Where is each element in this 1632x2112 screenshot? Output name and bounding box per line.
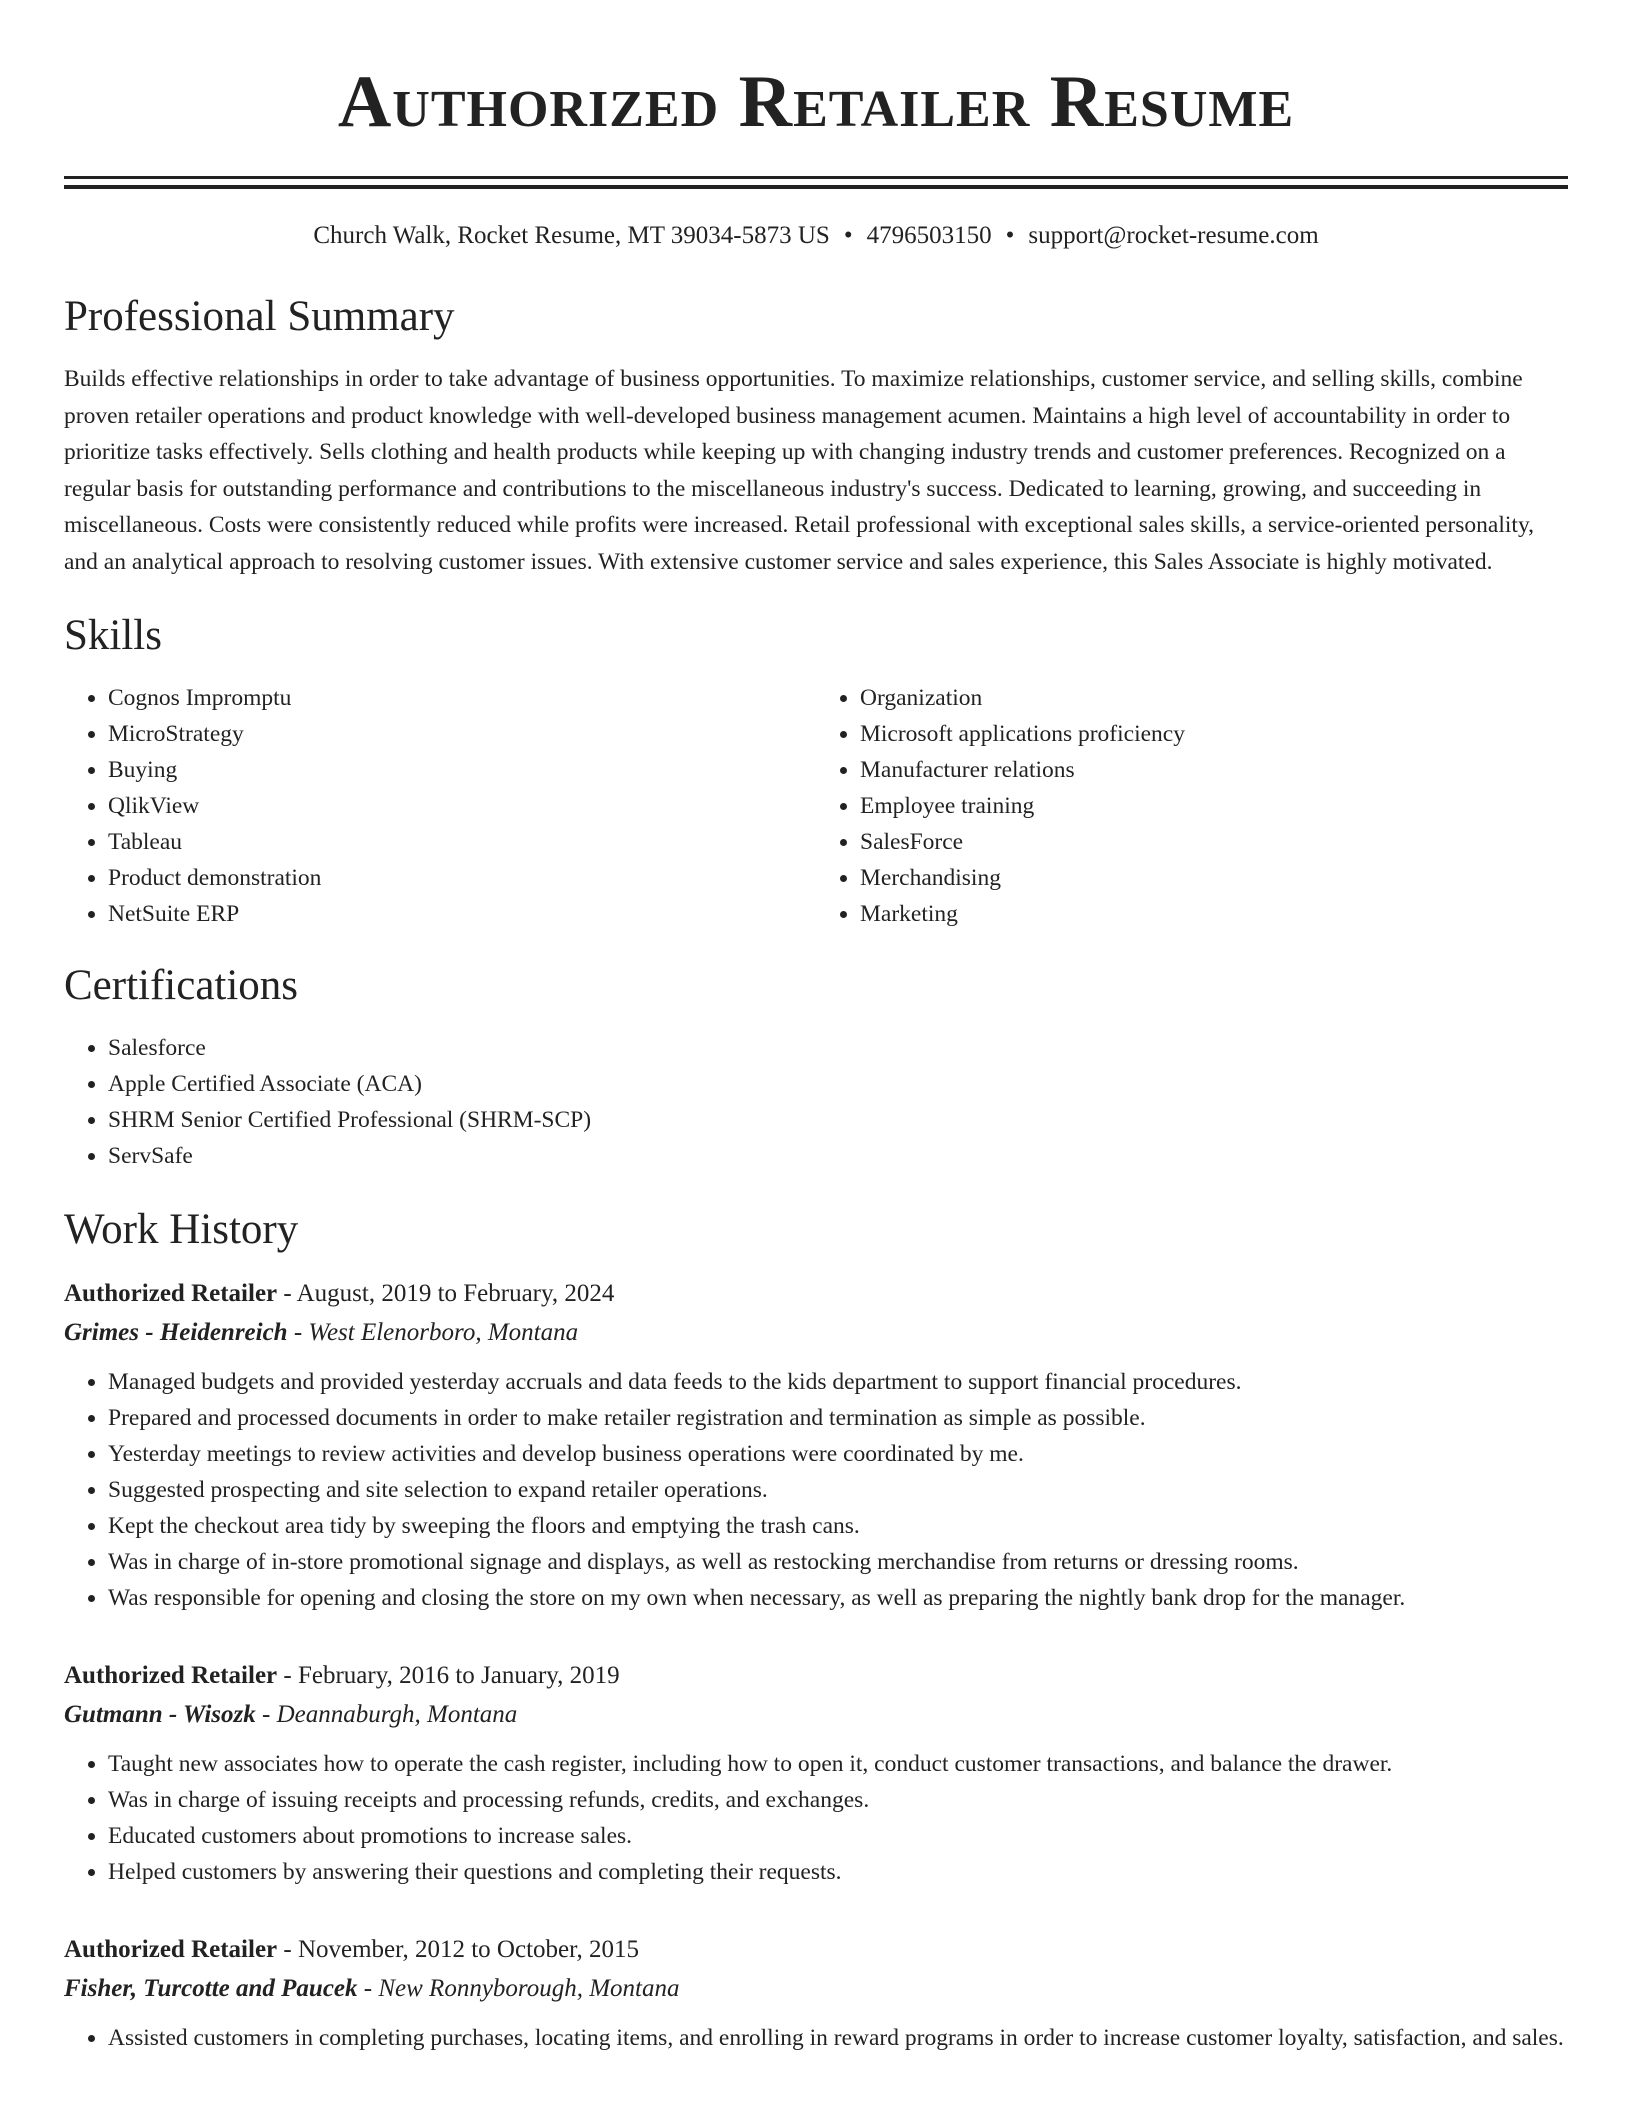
job-duty: • Taught new associates how to operate the cash register, including how to open it, conduct customer transactions, and balance the drawer. xyxy=(108,1746,1568,1782)
work-history-section xyxy=(64,1204,1568,2056)
job-title: Authorized Retailer xyxy=(64,1662,278,1689)
job-entry xyxy=(64,1274,1568,1616)
job-header xyxy=(64,1930,1568,1969)
job-duty: • Was in charge of in-store promotional signage and displays, as well as restocking merchandise from returns or dressing rooms. xyxy=(108,1544,1568,1580)
job-duties-list xyxy=(64,1364,1568,1616)
skills-section xyxy=(64,610,1568,932)
job-dates: - August, 2019 to February, 2024 xyxy=(283,1280,615,1307)
job-employer xyxy=(64,1695,1568,1734)
title-divider xyxy=(64,176,1568,189)
skill-item: • Marketing xyxy=(860,896,1568,932)
job-duty: • Assisted customers in completing purchases, locating items, and enrolling in reward programs in order to increase customer loyalty, satisfaction, and sales. xyxy=(108,2020,1568,2056)
contact-separator: • xyxy=(843,222,853,249)
skill-item: • Product demonstration xyxy=(108,860,816,896)
job-duty: • Yesterday meetings to review activities and develop business operations were coordinated by me. xyxy=(108,1436,1568,1472)
company-name: Grimes - Heidenreich xyxy=(64,1319,288,1346)
job-duty: • Was in charge of issuing receipts and processing refunds, credits, and exchanges. xyxy=(108,1782,1568,1818)
job-dates: - February, 2016 to January, 2019 xyxy=(283,1662,620,1689)
job-entry xyxy=(64,1930,1568,2056)
company-name: Fisher, Turcotte and Paucek xyxy=(64,1975,358,2002)
skills-list-left xyxy=(64,680,816,932)
job-dates: - November, 2012 to October, 2015 xyxy=(283,1936,639,1963)
skill-item: • Manufacturer relations xyxy=(860,752,1568,788)
contact-phone: 4796503150 xyxy=(866,222,992,249)
skill-item: • Buying xyxy=(108,752,816,788)
job-entry xyxy=(64,1656,1568,1890)
company-name: Gutmann - Wisozk xyxy=(64,1701,256,1728)
contact-email: support@rocket-resume.com xyxy=(1028,222,1319,249)
certifications-heading: Certifications xyxy=(64,962,299,1009)
job-duty: • Educated customers about promotions to increase sales. xyxy=(108,1818,1568,1854)
job-duty: • Kept the checkout area tidy by sweeping the floors and emptying the trash cans. xyxy=(108,1508,1568,1544)
certification-item: • ServSafe xyxy=(108,1138,1568,1174)
skill-item: • Organization xyxy=(860,680,1568,716)
company-location: - New Ronnyborough, Montana xyxy=(363,1975,680,2002)
skill-item: • Cognos Impromptu xyxy=(108,680,816,716)
job-duty: • Managed budgets and provided yesterday accruals and data feeds to the kids department to support financial procedures. xyxy=(108,1364,1568,1400)
skills-heading: Skills xyxy=(64,612,162,659)
skill-item: • QlikView xyxy=(108,788,816,824)
skill-item: • Tableau xyxy=(108,824,816,860)
skill-item: • NetSuite ERP xyxy=(108,896,816,932)
summary-text: Builds effective relationships in order to take advantage of business opportunities. To maximize relationships, customer service, and selling skills, combine proven retailer operations and product knowledge with well-developed business management acumen. Maintains a high level of accountability in order to prioritize tasks effectively. Sells clothing and health products while keeping up with changing industry trends and customer preferences. Recognized on a regular basis for outstanding performance and contributions to the miscellaneous industry's success. Dedicated to learning, growing, and succeeding in miscellaneous. Costs were consistently reduced while profits were increased. Retail professional with exceptional sales skills, a service-oriented personality, and an analytical approach to resolving customer issues. With extensive customer service and sales experience, this Sales Associate is highly motivated. xyxy=(64,366,1535,575)
work-history-heading: Work History xyxy=(64,1206,299,1253)
job-header xyxy=(64,1656,1568,1695)
summary-heading: Professional Summary xyxy=(64,293,455,340)
contact-address: Church Walk, Rocket Resume, MT 39034-5873 US xyxy=(313,222,830,249)
job-employer xyxy=(64,1969,1568,2008)
resume-title: Authorized Retailer Resume xyxy=(337,61,1295,143)
job-header xyxy=(64,1274,1568,1313)
skill-item: • Employee training xyxy=(860,788,1568,824)
job-duty: • Helped customers by answering their questions and completing their requests. xyxy=(108,1854,1568,1890)
skill-item: • MicroStrategy xyxy=(108,716,816,752)
contact-separator: • xyxy=(1005,222,1015,249)
certifications-list xyxy=(64,1030,1568,1174)
certification-item: • SHRM Senior Certified Professional (SHRM-SCP) xyxy=(108,1102,1568,1138)
company-location: - West Elenorboro, Montana xyxy=(293,1319,579,1346)
job-duty: • Was responsible for opening and closing the store on my own when necessary, as well as preparing the nightly bank drop for the manager. xyxy=(108,1580,1568,1616)
certifications-section xyxy=(64,960,1568,1174)
skill-item: • SalesForce xyxy=(860,824,1568,860)
certification-item: • Apple Certified Associate (ACA) xyxy=(108,1066,1568,1102)
job-title: Authorized Retailer xyxy=(64,1280,278,1307)
skills-list-right xyxy=(816,680,1568,932)
job-duty: • Suggested prospecting and site selection to expand retailer operations. xyxy=(108,1472,1568,1508)
skill-item: • Microsoft applications proficiency xyxy=(860,716,1568,752)
job-employer xyxy=(64,1313,1568,1352)
company-location: - Deannaburgh, Montana xyxy=(262,1701,518,1728)
certification-item: • Salesforce xyxy=(108,1030,1568,1066)
job-duty: • Prepared and processed documents in order to make retailer registration and termination as simple as possible. xyxy=(108,1400,1568,1436)
skills-columns xyxy=(64,680,1568,932)
job-duties-list xyxy=(64,2020,1568,2056)
job-duties-list xyxy=(64,1746,1568,1890)
summary-section xyxy=(64,291,1568,580)
skill-item: • Merchandising xyxy=(860,860,1568,896)
job-title: Authorized Retailer xyxy=(64,1936,278,1963)
contact-line xyxy=(64,221,1568,251)
